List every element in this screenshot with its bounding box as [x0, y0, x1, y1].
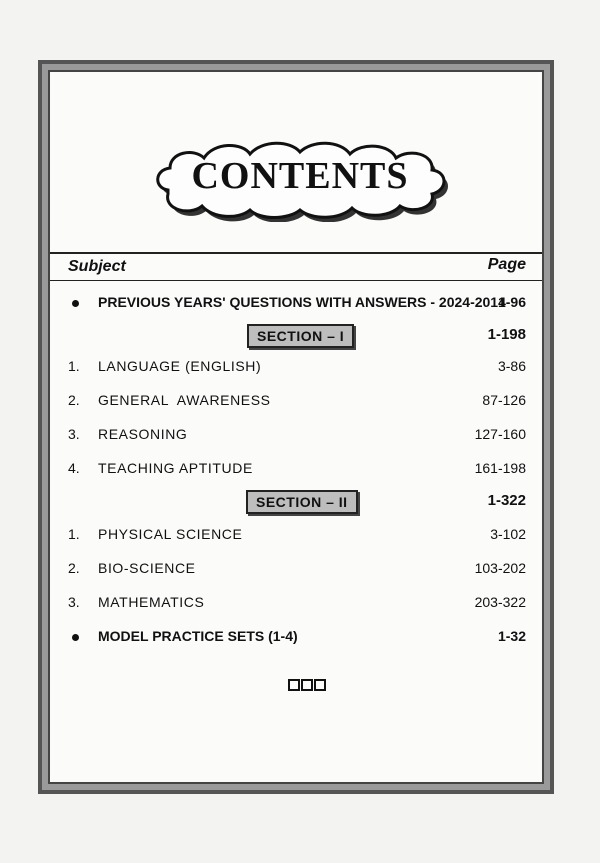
item-number: 2. [68, 392, 80, 408]
section-1-pages: 1-198 [487, 326, 526, 343]
row-pages: 1-32 [497, 628, 526, 644]
list-item [68, 392, 526, 412]
list-item [68, 526, 526, 546]
list-item [68, 560, 526, 580]
section-2-label: SECTION – II [246, 490, 358, 514]
model-sets-row [68, 628, 526, 648]
row-pages: 1-96 [497, 294, 526, 310]
item-title: TEACHING APTITUDE [98, 460, 253, 476]
row-title: MODEL PRACTICE SETS (1-4) [98, 628, 298, 644]
end-marks-icon [288, 678, 327, 694]
item-pages: 161-198 [474, 460, 526, 476]
page-border [38, 60, 554, 794]
contents-page [48, 70, 544, 784]
item-pages: 87-126 [482, 392, 526, 408]
bullet-icon [72, 634, 79, 641]
page-column-label: Page [487, 256, 526, 273]
contents-banner [150, 132, 450, 222]
item-number: 1. [68, 526, 80, 542]
item-title: PHYSICAL SCIENCE [98, 526, 243, 542]
list-item [68, 460, 526, 480]
item-pages: 3-102 [490, 526, 526, 542]
row-title: PREVIOUS YEARS' QUESTIONS WITH ANSWERS - 2024-2014 [98, 294, 506, 310]
item-pages: 103-202 [474, 560, 526, 576]
item-pages: 203-322 [474, 594, 526, 610]
item-number: 1. [68, 358, 80, 374]
list-item [68, 358, 526, 378]
item-title: REASONING [98, 426, 188, 442]
item-number: 3. [68, 594, 80, 610]
list-item [68, 426, 526, 446]
item-number: 4. [68, 460, 80, 476]
header-top-rule [50, 252, 542, 254]
item-title: GENERAL AWARENESS [98, 392, 271, 408]
item-pages: 127-160 [474, 426, 526, 442]
item-title: MATHEMATICS [98, 594, 205, 610]
section-2-pages: 1-322 [487, 492, 526, 509]
contents-title: CONTENTS [191, 155, 409, 197]
previous-years-row [68, 294, 526, 314]
item-title: BIO-SCIENCE [98, 560, 196, 576]
bullet-icon [72, 300, 79, 307]
header-bottom-rule [50, 280, 542, 281]
subject-column-label: Subject [68, 258, 126, 275]
list-item [68, 594, 526, 614]
item-pages: 3-86 [497, 358, 526, 374]
section-1-label: SECTION – I [247, 324, 354, 348]
item-number: 2. [68, 560, 80, 576]
item-title: LANGUAGE (ENGLISH) [98, 358, 262, 374]
item-number: 3. [68, 426, 80, 442]
